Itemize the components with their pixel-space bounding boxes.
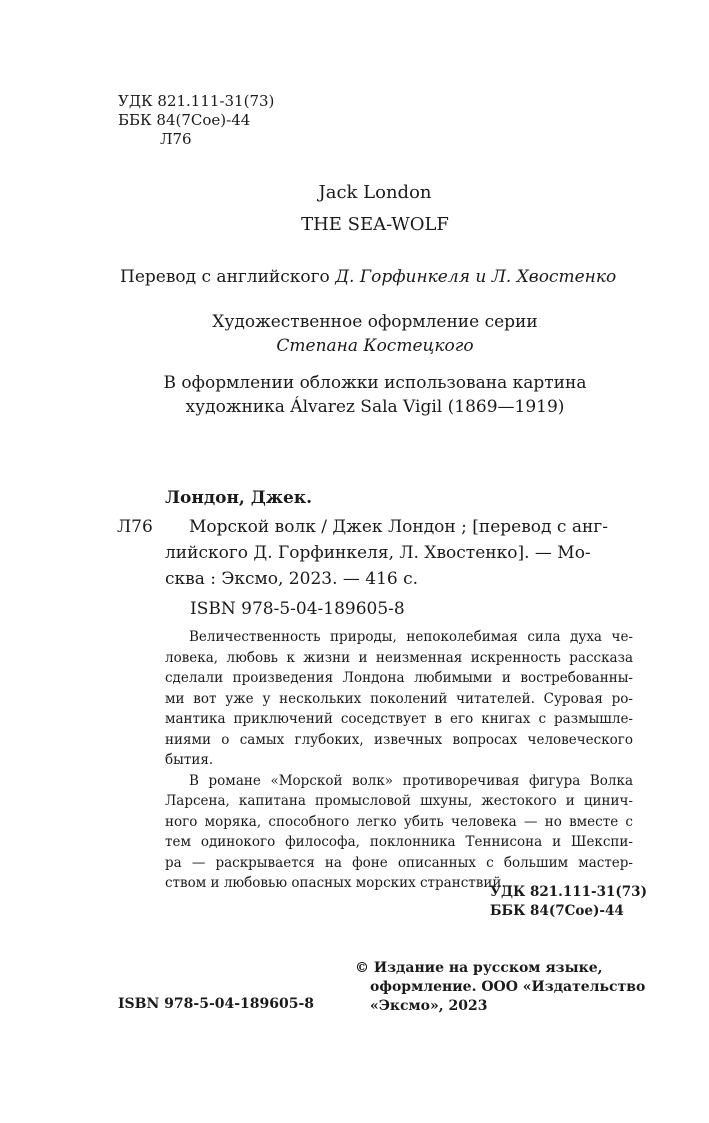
biblio-line: лийского Д. Горфинкеля, Л. Хвостенко]. — Мо- — [165, 543, 591, 563]
footer-bbk: ББК 84(7Сое)-44 — [490, 903, 624, 919]
annotation — [165, 627, 633, 894]
udk-code: УДК 821.111-31(73) — [118, 92, 275, 110]
copyright-line: © Издание на русском языке, — [355, 960, 603, 976]
cover-credit-line2: художника Álvarez Sala Vigil (1869—1919) — [185, 397, 565, 417]
series-design-line1: Художественное оформление серии — [212, 312, 538, 332]
annotation-line: тем одинокого философа, поклонника Теннисона и Шекспи- — [165, 834, 633, 850]
annotation-line: ниями о самых глубоких, извечных вопросах человеческого — [165, 731, 633, 748]
annotation-line: В романе «Морской волк» противоречивая фигура Волка — [189, 772, 633, 789]
bibliographic-code: Л76 — [117, 517, 153, 537]
translation-credit — [120, 267, 616, 287]
bibliographic-description — [165, 514, 635, 592]
annotation-line: ловека, любовь к жизни и неизменная искренность рассказа — [165, 649, 633, 666]
annotation-line: ра — раскрывается на фоне описанных с большим мастер- — [165, 854, 633, 871]
translation-prefix: Перевод с английского — [120, 267, 330, 287]
series-design-line2: Степана Костецкого — [276, 336, 474, 356]
bbk-code: ББК 84(7Сое)-44 — [118, 111, 251, 129]
annotation-line: мантика приключений соседствует в его книгах с размышле- — [165, 711, 633, 727]
isbn: ISBN 978-5-04-189605-8 — [190, 599, 405, 619]
footer-classification — [490, 883, 647, 921]
original-author: Jack London — [318, 182, 432, 203]
annotation-line: Ларсена, капитана промысловой шхуны, жестокого и цинич- — [165, 793, 633, 809]
copyright-line: оформление. ООО «Издательство — [370, 979, 646, 995]
biblio-line: сква : Эксмо, 2023. — 416 с. — [165, 569, 419, 589]
annotation-line: ством и любовью опасных морских странствий. — [165, 875, 506, 891]
copyright-line: «Эксмо», 2023 — [370, 998, 488, 1014]
author-mark: Л76 — [160, 130, 192, 148]
classification-block — [118, 92, 274, 149]
biblio-line: Морской волк / Джек Лондон ; [перевод с анг- — [189, 517, 608, 537]
annotation-line: ми вот уже у нескольких поколений читателей. Суровая ро- — [165, 690, 633, 707]
original-title: THE SEA-WOLF — [301, 214, 449, 235]
bibliographic-lead: Лондон, Джек. — [165, 488, 313, 508]
annotation-line: Величественность природы, непоколебимая сила духа че- — [189, 629, 633, 645]
annotation-line: сделали произведения Лондона любимыми и востребованны- — [165, 670, 633, 686]
cover-credit-line1: В оформлении обложки использована картина — [163, 373, 587, 393]
annotation-line: бытия. — [165, 752, 214, 768]
footer-udk: УДК 821.111-31(73) — [490, 884, 647, 900]
footer-isbn: ISBN 978-5-04-189605-8 — [118, 996, 315, 1012]
annotation-line: ного моряка, способного легко убить человека — но вместе с — [165, 813, 633, 830]
translators: Д. Горфинкеля и Л. Хвостенко — [335, 267, 617, 287]
copyright-block — [355, 959, 645, 1016]
